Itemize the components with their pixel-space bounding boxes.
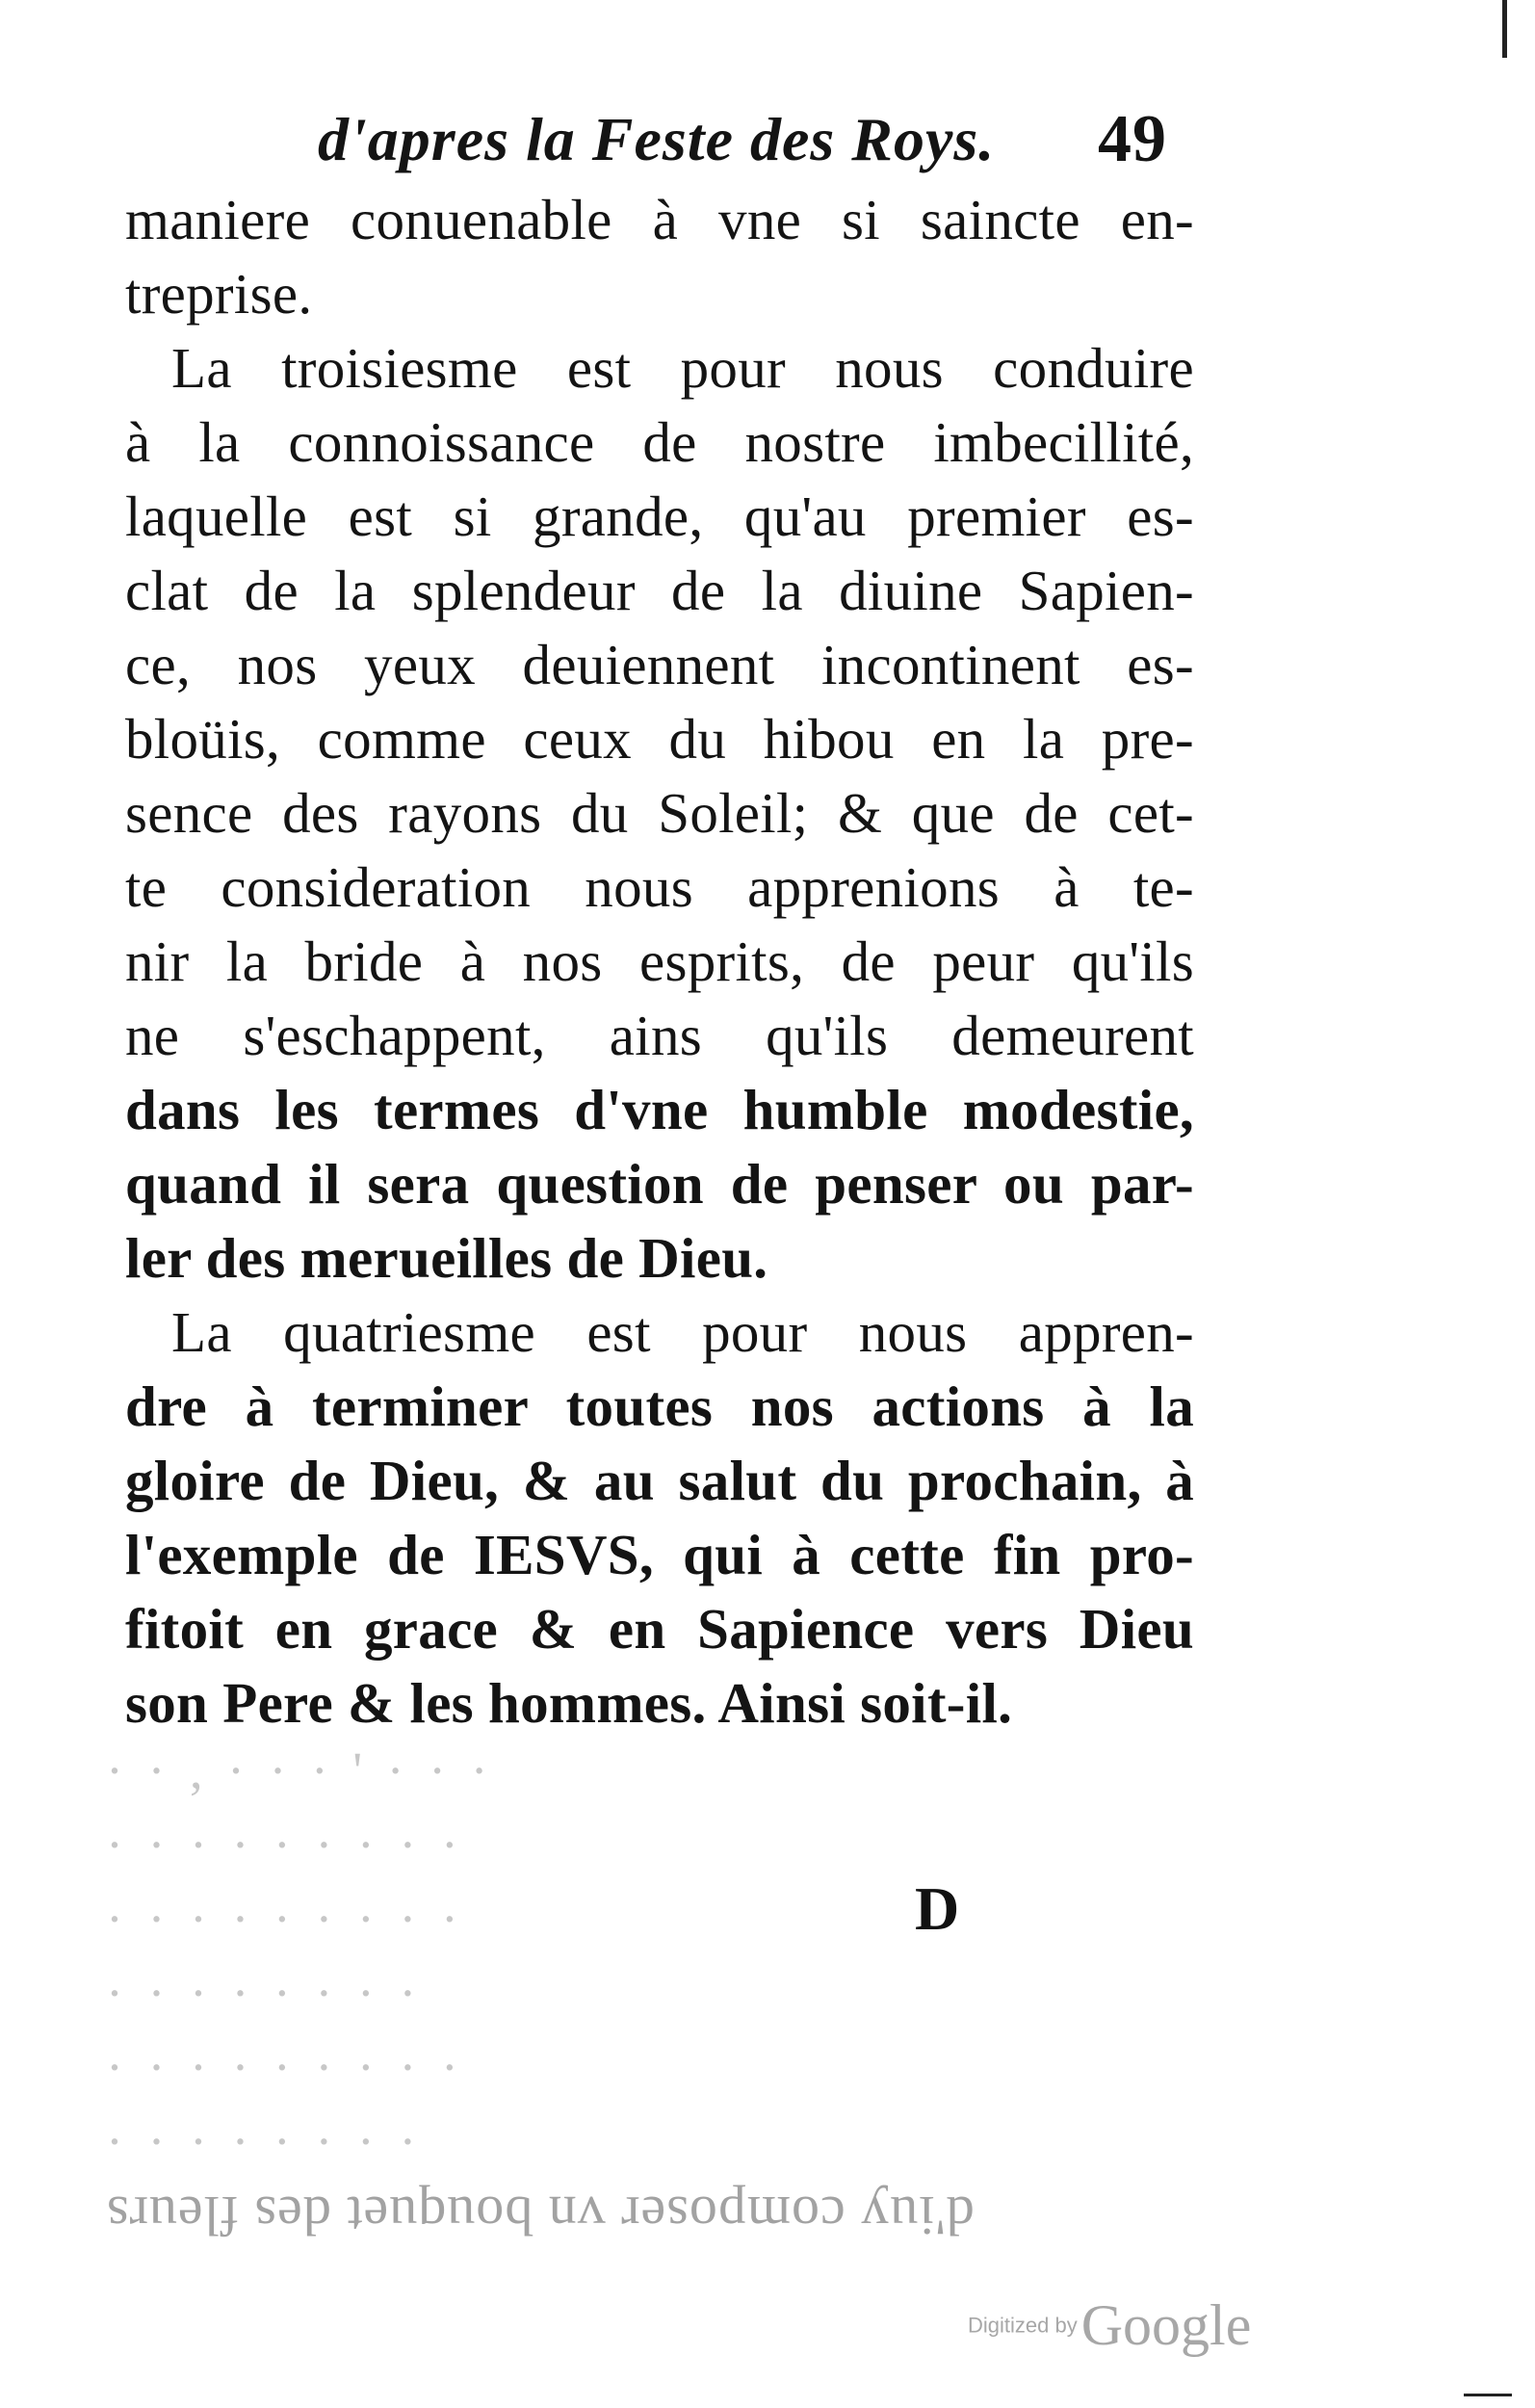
text-line: ler des merueilles de Dieu. (125, 1226, 768, 1290)
digitized-watermark (968, 2292, 1251, 2359)
page-edge-mark (1502, 0, 1507, 58)
bleed-through-line (106, 2179, 1194, 2253)
text-line: clat de la splendeur de la diuine Sapien- (125, 559, 1194, 622)
text-line: son Pere & les hommes. Ainsi soit-il. (125, 1671, 1013, 1735)
text-line: nir la bride à nos esprits, de peur qu'ils (125, 929, 1194, 993)
text-line: te consideration nous apprenions à te- (125, 855, 1194, 919)
page-header (299, 96, 1223, 183)
text-line: l'exemple de IESVS, qui à cette fin pro- (125, 1523, 1194, 1586)
text-line: ce, nos yeux deuiennent incontinent es- (125, 633, 1194, 696)
bleed-through-noise: · · , · · · ' · · · (106, 1741, 494, 1799)
bleed-through-noise: · · · · · · · · · (106, 1816, 464, 1873)
watermark-prefix: Digitized by (968, 2313, 1078, 2338)
page-number: 49 (1098, 102, 1167, 176)
google-logo: Google (1080, 2293, 1252, 2357)
text-line: treprise. (125, 262, 313, 326)
text-line: dre à terminer toutes nos actions à la (125, 1374, 1194, 1438)
body-text (125, 183, 1194, 1741)
bleed-through-noise: · · · · · · · · (106, 1964, 423, 2022)
text-line: laquelle est si grande, qu'au premier es- (125, 484, 1194, 548)
text-line: maniere conuenable à vne si saincte en- (125, 188, 1194, 251)
text-line: bloüis, comme ceux du hibou en la pre- (125, 707, 1194, 771)
text-line: fitoit en grace & en Sapience vers Dieu (125, 1597, 1194, 1661)
paragraph-start-line: La quatriesme est pour nous appren- (171, 1300, 1194, 1364)
text-line: ne s'eschappent, ains qu'ils demeurent (125, 1004, 1194, 1067)
text-line: gloire de Dieu, & au salut du prochain, à (125, 1449, 1194, 1512)
running-title: d'apres la Feste des Roys. (318, 105, 996, 173)
bleed-through-noise: · · · · · · · · (106, 2112, 423, 2170)
text-line: quand il sera question de penser ou par- (125, 1152, 1194, 1216)
bleed-through-text (106, 1734, 1194, 2253)
paragraph-start-line: La troisiesme est pour nous conduire (171, 336, 1194, 400)
page-edge-mark (1464, 2394, 1512, 2396)
text-line: dans les termes d'vne humble modestie, (125, 1078, 1194, 1141)
text-line: à la connoissance de nostre imbecillité, (125, 410, 1194, 474)
bleed-through-noise: · · · · · · · · · (106, 2038, 464, 2096)
text-line: sence des rayons du Soleil; & que de cet- (125, 781, 1194, 845)
bleed-through-noise: · · · · · · · · · (106, 1890, 464, 1948)
mirrored-text: d'iuy composer vn bouquet des fleurs (106, 2185, 975, 2247)
catchword: D (915, 1874, 960, 1943)
